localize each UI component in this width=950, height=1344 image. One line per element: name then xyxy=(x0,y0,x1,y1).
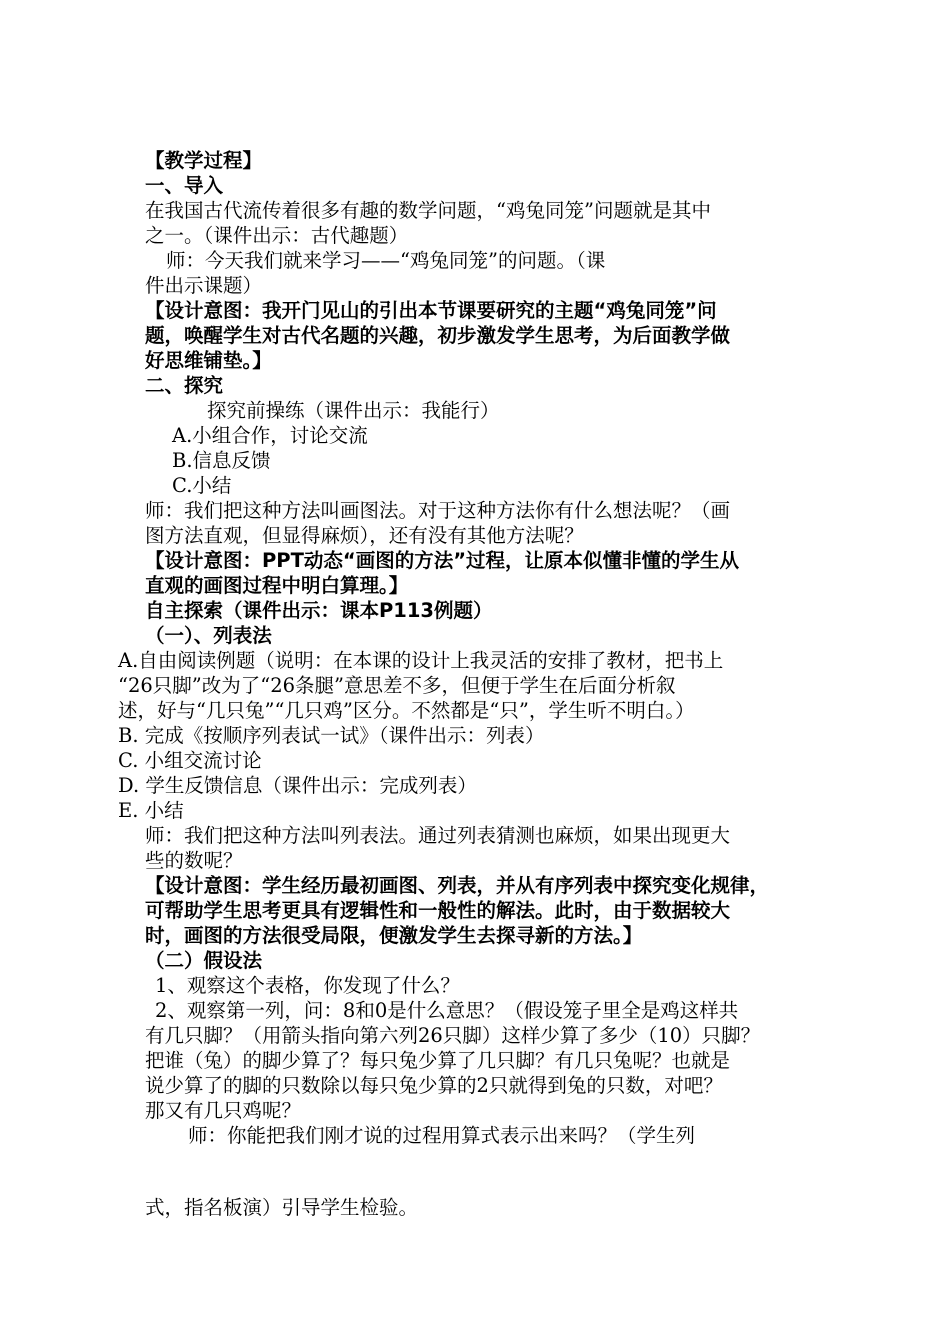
heading-exploration: 二、探究 xyxy=(145,374,224,397)
paragraph-line: 师：今天我们就来学习——“鸡兔同笼”的问题。（课 xyxy=(166,249,606,272)
list-item: C. 小组交流讨论 xyxy=(118,749,262,772)
heading-introduction: 一、导入 xyxy=(145,174,224,197)
list-item: B.信息反馈 xyxy=(172,449,271,472)
design-intent-line: 题，唤醒学生对古代名题的兴趣，初步激发学生思考，为后面教学做 xyxy=(145,324,731,347)
paragraph-line: 把谁（兔）的脚少算了？每只兔少算了几只脚？有几只兔呢？也就是 xyxy=(145,1049,731,1072)
paragraph-line: 之一。（课件出示：古代趣题） xyxy=(145,224,409,247)
paragraph-line: “26只脚”改为了“26条腿”意思差不多，但便于学生在后面分析叙 xyxy=(118,674,676,697)
design-intent-line: 【设计意图：我开门见山的引出本节课要研究的主题“鸡兔同笼”问 xyxy=(145,299,717,322)
design-intent-line: 可帮助学生思考更具有逻辑性和一般性的解法。此时，由于数据较大 xyxy=(145,899,731,922)
paragraph-line: 探究前操练（课件出示：我能行） xyxy=(207,399,500,422)
list-item: 1、观察这个表格，你发现了什么？ xyxy=(155,974,460,997)
section-heading-teaching-process: 【教学过程】 xyxy=(145,149,263,172)
paragraph-line: 师：我们把这种方法叫画图法。对于这种方法你有什么想法呢？（画 xyxy=(145,499,731,522)
paragraph-line: 有几只脚？（用箭头指向第六列26只脚）这样少算了多少（10）只脚？ xyxy=(145,1024,761,1047)
list-item: B. 完成《按顺序列表试一试》（课件出示：列表） xyxy=(118,724,545,747)
paragraph-line: 那又有几只鸡呢？ xyxy=(145,1099,302,1122)
paragraph-line: 师：我们把这种方法叫列表法。通过列表猜测也麻烦，如果出现更大 xyxy=(145,824,731,847)
design-intent-line: 直观的画图过程中明白算理。】 xyxy=(145,574,409,597)
list-item: D. 学生反馈信息（课件出示：完成列表） xyxy=(118,774,477,797)
paragraph-line: 件出示课题） xyxy=(145,274,263,297)
design-intent-line: 【设计意图：学生经历最初画图、列表，并从有序列表中探究变化规律， xyxy=(145,874,770,897)
heading-self-exploration: 自主探索（课件出示：课本P113例题） xyxy=(145,599,493,622)
heading-table-method: （一）、列表法 xyxy=(145,624,272,647)
list-item: E. 小结 xyxy=(118,799,184,822)
list-item: A.小组合作，讨论交流 xyxy=(172,424,368,447)
design-intent-line: 【设计意图：PPT动态“画图的方法”过程，让原本似懂非懂的学生从 xyxy=(145,549,740,572)
list-item: C.小结 xyxy=(172,474,232,497)
paragraph-line: 师：你能把我们刚才说的过程用算式表示出来吗？（学生列 xyxy=(188,1124,696,1147)
paragraph-line: 些的数呢？ xyxy=(145,849,243,872)
paragraph-line: 图方法直观，但显得麻烦），还有没有其他方法呢？ xyxy=(145,524,584,547)
paragraph-line: 说少算了的脚的只数除以每只兔少算的2只就得到兔的只数，对吧？ xyxy=(145,1074,723,1097)
list-item: A.自由阅读例题（说明：在本课的设计上我灵活的安排了教材，把书上 xyxy=(118,649,724,672)
paragraph-line: 述，好与“几只兔”“几只鸡”区分。不然都是“只”，学生听不明白。） xyxy=(118,699,695,722)
design-intent-line: 时，画图的方法很受局限，便激发学生去探寻新的方法。】 xyxy=(145,924,643,947)
paragraph-line: 式，指名板演）引导学生检验。 xyxy=(145,1196,419,1219)
heading-assumption-method: （二）假设法 xyxy=(145,949,263,972)
design-intent-line: 好思维铺垫。】 xyxy=(145,349,272,372)
paragraph-line: 在我国古代流传着很多有趣的数学问题，“鸡兔同笼”问题就是其中 xyxy=(145,199,711,222)
list-item: 2、观察第一列，问：8和0是什么意思？（假设笼子里全是鸡这样共 xyxy=(155,999,739,1022)
